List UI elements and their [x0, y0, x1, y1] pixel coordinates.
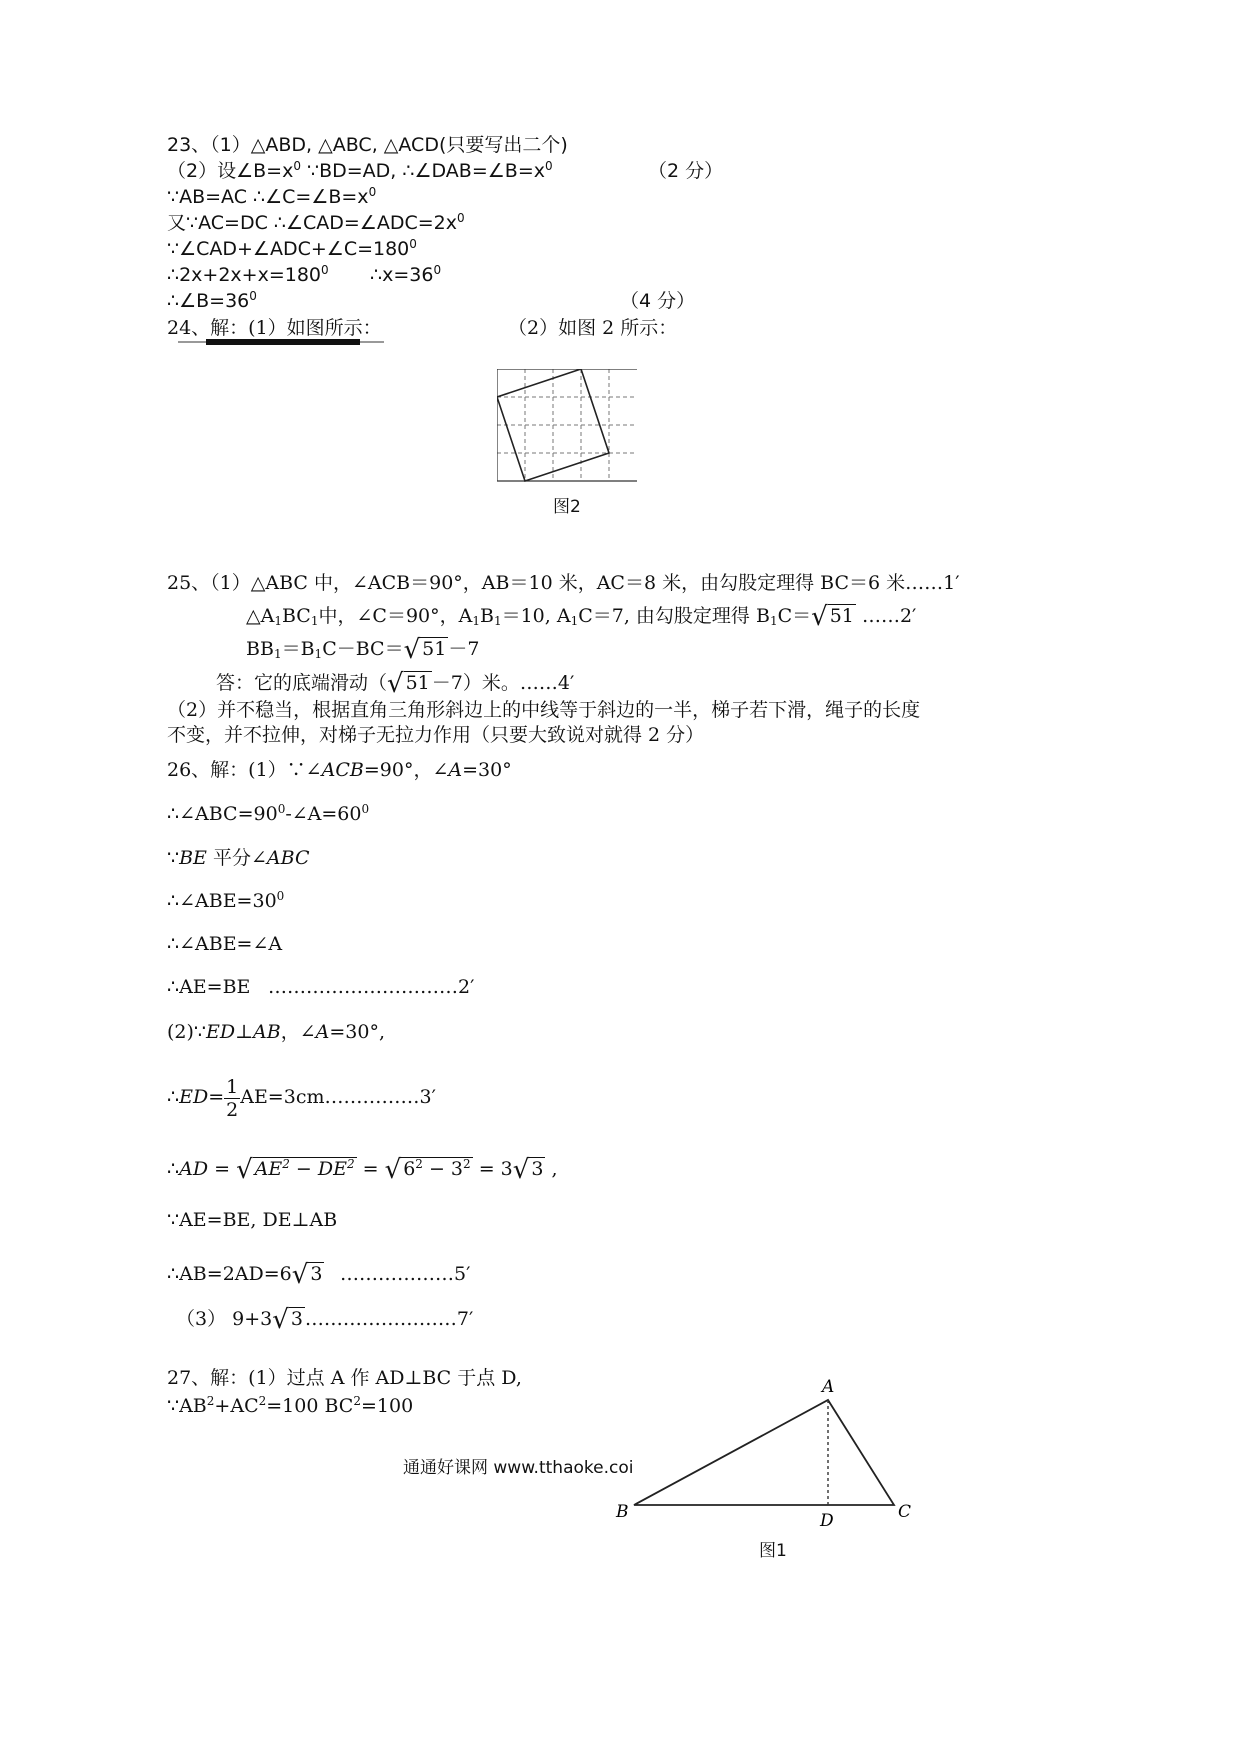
- q26-line-8: ∴ED= $\frac{1}{2}$ AE=3cm……………3′: [167, 1075, 436, 1121]
- fraction-one-half: $\frac{1}{2}$: [226, 1075, 239, 1121]
- vertex-label-a: A: [822, 1377, 835, 1397]
- figure-2-caption: 图2: [553, 497, 581, 517]
- q27-line-2: $\because AB^2+AC^2=100$ $BC^2=100$: [167, 1394, 414, 1417]
- vertex-label-c: C: [898, 1502, 912, 1522]
- q26-line-9: ∴AD = √ $AE^2 - DE^2$ = √ $6^2 - 3^2 = 3√$ 3 ,: [167, 1155, 558, 1185]
- q26-line-12: （3） 9+3√ 3 ……………………7′: [176, 1305, 474, 1335]
- q23-score-2: （2 分）: [648, 160, 724, 182]
- q27-line-1: 27、解：(1）过点 A 作 AD⊥BC 于点 D,: [167, 1367, 522, 1389]
- q26-line-7: (2)∵ED⊥AB，∠A=30°,: [167, 1021, 385, 1043]
- q25-line-1: 25、（1）△ABC 中，∠ACB＝90°，AB＝10 米，AC＝8 米，由勾股定理得 BC＝6 米……1′: [167, 572, 960, 594]
- q23-line-1: 23、（1）△ABD, △ABC, △ACD(只要写出二个): [167, 134, 568, 156]
- sqrt-3: √ 3: [291, 1260, 323, 1290]
- q23-line-2: （2）设$\angle B=x^0$ ∵BD=AD, $\therefore\angle DAB=\angle B=x^0$: [167, 159, 553, 182]
- q25-line-6: 不变，并不拉伸，对梯子无拉力作用（只要大致说对就得 2 分）: [167, 724, 705, 746]
- q23-line-7: $\therefore\angle B=36^0$: [167, 289, 257, 312]
- q25-line-3: $BB_1=B_1C-BC=√$ 51 －7: [246, 635, 480, 665]
- sqrt-ae-de: √ $AE^2 - DE^2$: [236, 1155, 355, 1185]
- sqrt-3: √ 3: [272, 1305, 303, 1335]
- q26-line-5: ∴∠ABE=∠A: [167, 933, 283, 955]
- q24-scan-rule: [178, 337, 388, 347]
- sqrt-6-3: √ $6^2 - 3^2$: [384, 1155, 471, 1185]
- q24-line-2: （2）如图 2 所示：: [508, 317, 678, 339]
- q23-line-6: $\therefore 2x+2x+x=180^0$: [167, 263, 329, 286]
- triangle-figure-1: [610, 1372, 920, 1532]
- q23-line-4: 又∵AC=DC $\therefore\angle CAD=\angle ADC=2x^0$: [167, 211, 465, 234]
- q25-line-2: $\triangle A_1BC_1$中，∠C＝90°，$A_1B_1=10$, $A_1C=7$, 由勾股定理得 $B_1C=√$ 51 ……2′: [246, 602, 917, 632]
- q26-line-4: $\therefore\angle ABE=30^0$: [167, 889, 285, 912]
- q26-line-11-score: ………………5′: [340, 1263, 471, 1285]
- vertex-label-d: D: [820, 1511, 834, 1531]
- q24-line-1: 24、解：(1）如图所示：: [167, 317, 382, 339]
- sqrt-51: √ 51: [387, 669, 430, 699]
- q25-line-4: 答：它的底端滑动（√ 51 －7）米。……4′: [216, 669, 575, 699]
- footer-watermark: 通通好课网 www.tthaoke.coi: [403, 1458, 634, 1478]
- vertex-label-b: B: [616, 1502, 629, 1522]
- q26-line-2: $\therefore\angle ABC=90^0-\angle A=60^0$: [167, 802, 370, 825]
- figure-1-caption: 图1: [759, 1541, 787, 1561]
- q26-line-1: 26、解：(1）∵∠ACB=90°，∠A=30°: [167, 759, 512, 781]
- grid-figure-2: [497, 369, 639, 485]
- q23-score-4: （4 分）: [620, 290, 696, 312]
- q26-line-6: ∴AE=BE: [167, 976, 251, 998]
- sqrt-3: √ 3: [512, 1155, 544, 1185]
- q26-line-11: ∴AB=2AD=6√ 3: [167, 1260, 323, 1290]
- q23-line-5: $\because\angle CAD+\angle ADC+\angle C=180^0$: [167, 237, 417, 260]
- sqrt-51: √ 51: [811, 602, 854, 632]
- q26-line-6-score: …………………………2′: [268, 976, 475, 998]
- sqrt-51: √ 51: [403, 635, 447, 665]
- q26-line-3: ∵BE 平分∠ABC: [167, 847, 310, 869]
- q26-line-10: ∵AE=BE, DE⊥AB: [167, 1209, 338, 1231]
- q23-line-3: ∵AB=AC $\therefore\angle C=\angle B=x^0$: [167, 185, 377, 208]
- q23-line-6b: $\therefore x=36^0$: [370, 263, 442, 286]
- q25-line-5: （2）并不稳当，根据直角三角形斜边上的中线等于斜边的一半，梯子若下滑，绳子的长度: [167, 699, 921, 721]
